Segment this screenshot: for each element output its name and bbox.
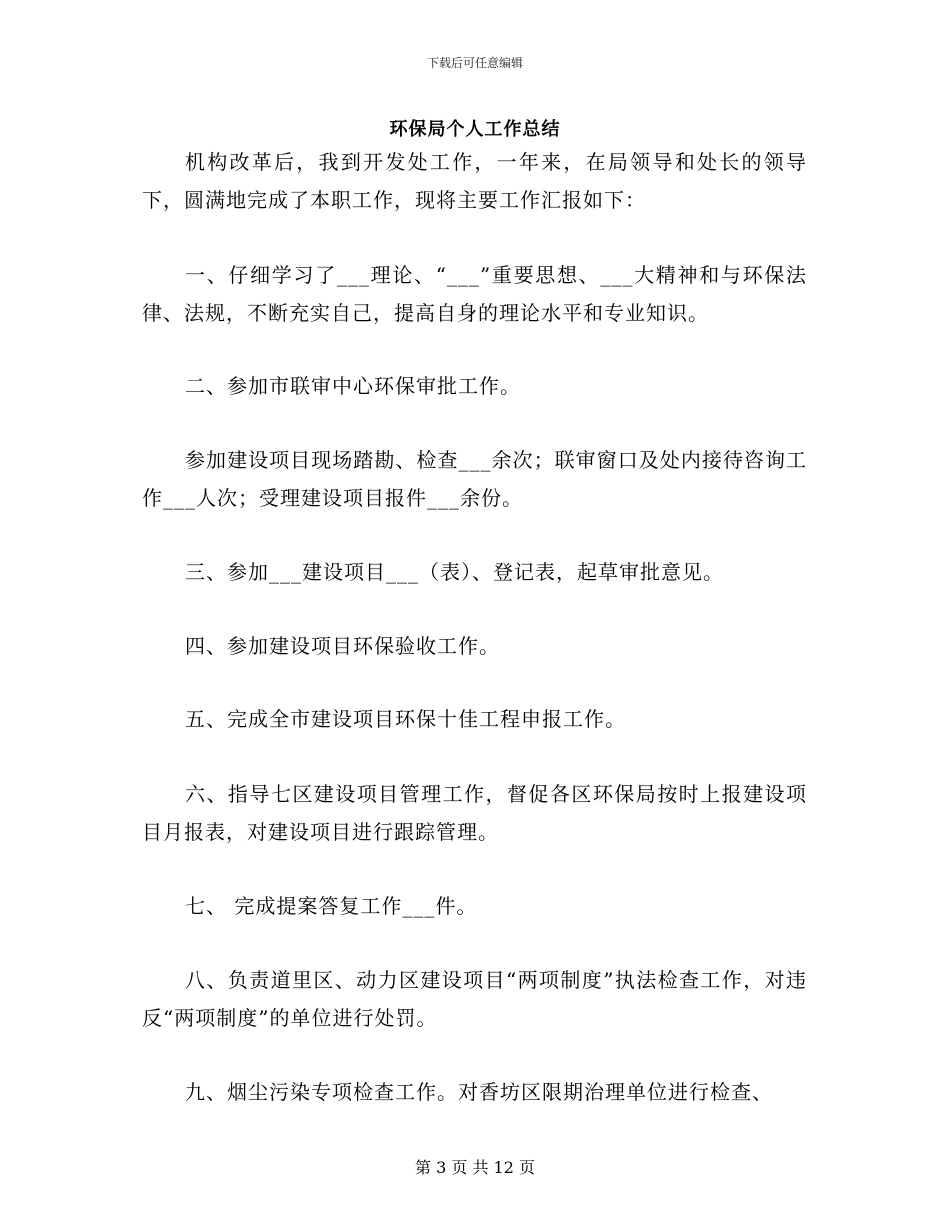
page-number: 第 3 页 共 12 页 [415, 1158, 535, 1177]
document-title: 环保局个人工作总结 [389, 119, 561, 140]
paragraph-item-5: 五、完成全市建设项目环保十佳工程申报工作。 [185, 707, 626, 731]
paragraph-item-1: 一、仔细学习了___理论、“___”重要思想、___大精神和与环保法律、法规，不断充实自己，提高自身的理论水平和专业知识。 [142, 263, 807, 325]
paragraph-item-2: 二、参加市联审中心环保审批工作。 [185, 374, 521, 398]
paragraph-item-6: 六、指导七区建设项目管理工作，督促各区环保局按时上报建设项目月报表，对建设项目进行跟踪管理。 [142, 782, 807, 844]
paragraph-item-9: 九、烟尘污染专项检查工作。对香坊区限期治理单位进行检查、 [185, 1080, 773, 1104]
paragraph-item-3: 三、参加___建设项目___（表）、登记表，起草审批意见。 [185, 560, 724, 584]
paragraph-intro: 机构改革后，我到开发处工作，一年来，在局领导和处长的领导下，圆满地完成了本职工作，现将主要工作汇报如下： [142, 150, 807, 212]
paragraph-item-4: 四、参加建设项目环保验收工作。 [185, 634, 500, 658]
header-note: 下载后可任意编辑 [426, 56, 523, 70]
paragraph-item-8: 八、负责道里区、动力区建设项目“两项制度”执法检查工作，对违反“两项制度”的单位进行处罚。 [142, 968, 807, 1030]
paragraph-item-7: 七、 完成提案答复工作___件。 [185, 894, 478, 918]
paragraph-item-2-detail: 参加建设项目现场踏勘、检查___余次；联审窗口及处内接待咨询工作___人次；受理建设项目报件___余份。 [142, 448, 807, 510]
